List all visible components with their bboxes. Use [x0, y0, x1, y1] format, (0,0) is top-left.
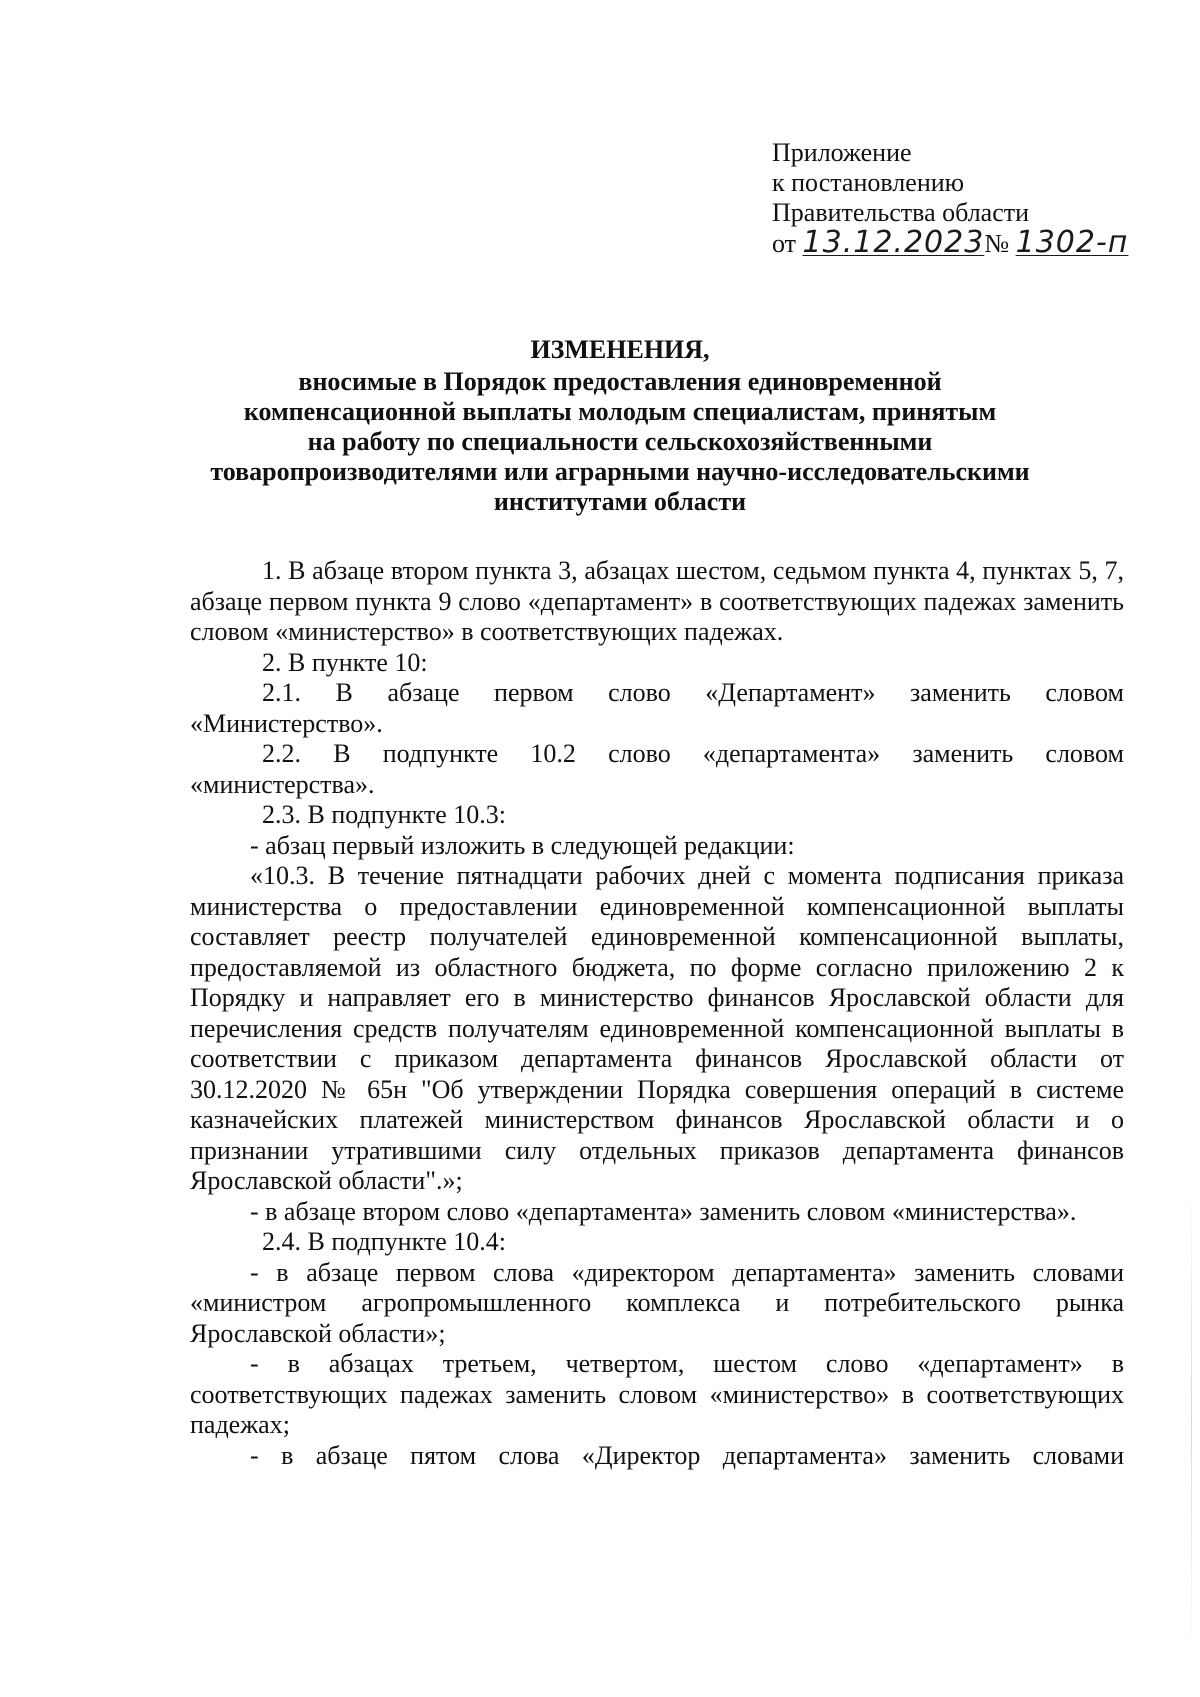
- appendix-header: [772, 138, 1128, 259]
- paragraph-5: 2.3. В подпункте 10.3:: [262, 800, 506, 829]
- paragraph-4: 2.2. В подпункте 10.2 слово «департамента» заменить словом «министерства».: [190, 739, 1124, 799]
- number-label: №: [984, 229, 1010, 258]
- title-line-4: товаропроизводителями или аграрными научно-исследовательскими: [210, 457, 1030, 486]
- title-line-3: на работу по специальности сельскохозяйственными: [307, 427, 933, 456]
- paragraph-7: «10.3. В течение пятнадцати рабочих дней с момента подписания приказа министерства о предоставлении единовременной компенсационной выплаты составляет реестр получателей единовременной компенсационной выплаты, предоставляемой из областного бюджета, по форме согласно приложению 2 к Порядку и направляет его в министерство финансов Ярославской области для перечисления средств получателям единовременной компенсационной выплаты в соответствии с приказом департамента финансов Ярославской области от 30.12.2020 № 65н "Об утверждении Порядка совершения операций в системе казначейских платежей министерством финансов Ярославской области и о признании утратившими силу отдельных приказов департамента финансов Ярославской области".»;: [190, 861, 1124, 1195]
- title-line-1: вносимые в Порядок предоставления единовременной: [298, 367, 942, 396]
- handwritten-date: 13.12.2023: [802, 225, 985, 260]
- appendix-label: Приложение: [772, 138, 912, 167]
- government-label: Правительства области: [772, 198, 1030, 227]
- paragraph-9: 2.4. В подпункте 10.4:: [262, 1227, 506, 1256]
- document-title: [150, 335, 1090, 517]
- from-label: от: [772, 229, 797, 258]
- title-line-5: институтами области: [493, 487, 747, 516]
- resolution-label: к постановлению: [772, 168, 965, 197]
- paragraph-2: 2. В пункте 10:: [262, 647, 428, 677]
- title-line-2: компенсационной выплаты молодым специалистам, принятым: [243, 397, 997, 426]
- paragraph-12: - в абзаце пятом слова «Директор департамента» заменить словами: [250, 1440, 1124, 1470]
- paragraph-8: - в абзаце втором слово «департамента» заменить словом «министерства».: [250, 1196, 1077, 1226]
- date-number-line: [772, 225, 1129, 260]
- paragraph-1: 1. В абзаце втором пункта 3, абзацах шестом, седьмом пункта 4, пунктах 5, 7, абзаце первом пункта 9 слово «департамент» в соответствующих падежах заменить словом «министерство» в соответствующих падежах.: [190, 556, 1124, 646]
- title-main: ИЗМЕНЕНИЯ,: [530, 335, 710, 364]
- paragraph-3: 2.1. В абзаце первом слово «Департамент» заменить словом «Министерство».: [190, 678, 1124, 738]
- paragraph-10: - в абзаце первом слова «директором департамента» заменить словами «министром агропромышленного комплекса и потребительского рынка Ярославской области»;: [190, 1257, 1124, 1348]
- handwritten-number: 1302-п: [1015, 225, 1129, 260]
- paragraph-6: - абзац первый изложить в следующей редакции:: [250, 830, 795, 860]
- scan-edge-line: [1191, 1180, 1192, 1660]
- document-body: [190, 556, 1124, 1471]
- paragraph-11: - в абзацах третьем, четвертом, шестом слово «департамент» в соответствующих падежах заменить словом «министерство» в соответствующих падежах;: [190, 1349, 1124, 1439]
